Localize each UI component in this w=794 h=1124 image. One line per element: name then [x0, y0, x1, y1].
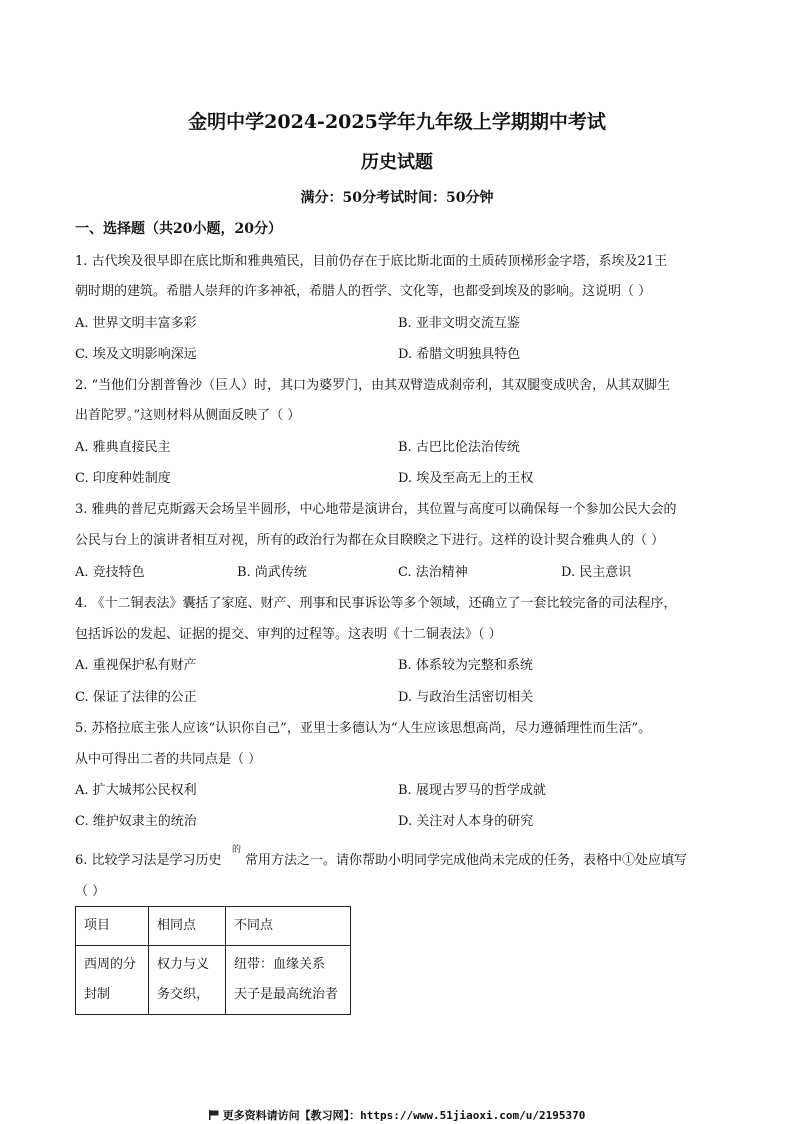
- table-header-row: [76, 907, 351, 946]
- q5-option-a: A. 扩大城邦公民权利: [75, 783, 197, 798]
- table-cell: 西周的分封制: [76, 946, 149, 1015]
- q5-option-b: B. 展现古罗马的哲学成就: [398, 783, 546, 798]
- footer-link[interactable]: 更多资料请访问【教习网】：https://www.51jiaoxi.com/u/2195370: [222, 1109, 586, 1122]
- section-heading: 一、选择题（共20小题，20分）: [75, 221, 282, 237]
- q5-option-c: C. 维护奴隶主的统治: [75, 814, 197, 829]
- flag-icon: [209, 1110, 219, 1120]
- q1-option-b: B. 亚非文明交流互鉴: [398, 316, 520, 331]
- q4-line2: 包括诉讼的发起、证据的提交、审判的过程等。这表明《十二铜表法》（ ）: [75, 627, 502, 642]
- q1-line2: 朝时期的建筑。希腊人崇拜的许多神祇，希腊人的哲学、文化等，也都受到埃及的影响。这说明（ ）: [75, 284, 652, 299]
- q1-option-d: D. 希腊文明独具特色: [398, 347, 521, 362]
- q6-superscript-char: 的: [232, 845, 242, 855]
- comparison-table: [75, 906, 351, 1015]
- q3-option-b: B. 尚武传统: [237, 565, 307, 580]
- table-header-cell: 不同点: [226, 907, 351, 946]
- q4-option-b: B. 体系较为完整和系统: [398, 658, 533, 673]
- exam-title: 金明中学2024-2025学年九年级上学期期中考试: [188, 111, 606, 133]
- q2-option-c: C. 印度种姓制度: [75, 471, 171, 486]
- q1-option-c: C. 埃及文明影响深远: [75, 347, 197, 362]
- table-header-cell: 项目: [76, 907, 149, 946]
- q2-line1: 2. “当他们分割普鲁沙（巨人）时，其口为婆罗门，由其双臂造成刹帝利，其双腿变成吠舍，从其双脚生: [75, 378, 671, 393]
- q6-line2: （ ）: [75, 884, 106, 899]
- q5-line2: 从中可得出二者的共同点是（ ）: [75, 752, 262, 767]
- exam-subtitle: 历史试题: [361, 152, 433, 173]
- q2-option-b: B. 古巴比伦法治传统: [398, 440, 520, 455]
- q2-option-a: A. 雅典直接民主: [75, 440, 171, 455]
- q4-option-a: A. 重视保护私有财产: [75, 658, 197, 673]
- q3-line1: 3. 雅典的普尼克斯露天会场呈半圆形，中心地带是演讲台，其位置与高度可以确保每一个参加公民大会的: [75, 502, 677, 517]
- q6-line1-end: 常用方法之一。请你帮助小明同学完成他尚未完成的任务，表格中①处应填写: [245, 853, 688, 868]
- footer: [0, 1107, 794, 1123]
- q6-line1-start: 6. 比较学习法是学习历史: [75, 853, 222, 868]
- table-cell-line: 纽带：血缘关系: [234, 957, 326, 972]
- q4-line1: 4. 《十二铜表法》囊括了家庭、财产、刑事和民事诉讼等多个领域，还确立了一套比较完备的司法程序，: [75, 596, 677, 611]
- q2-line2: 出首陀罗。”这则材料从侧面反映了（ ）: [75, 408, 301, 423]
- q3-option-c: C. 法治精神: [398, 565, 468, 580]
- q1-line1: 1. 古代埃及很早即在底比斯和雅典殖民，目前仍存在于底比斯北面的土质砖顶梯形金字塔，系埃及21王: [75, 254, 668, 269]
- q1-option-a: A. 世界文明丰富多彩: [75, 316, 197, 331]
- table-cell: [226, 946, 351, 1015]
- q3-option-d: D. 民主意识: [561, 565, 632, 580]
- exam-info: 满分：50分考试时间：50分钟: [300, 190, 494, 206]
- q4-option-c: C. 保证了法律的公正: [75, 690, 197, 705]
- table-header-cell: 相同点: [149, 907, 226, 946]
- table-cell: 权力与义务交织，: [149, 946, 226, 1015]
- q3-line2: 公民与台上的演讲者相互对视，所有的政治行为都在众目睽睽之下进行。这样的设计契合雅典人的（ ）: [75, 533, 665, 548]
- q4-option-d: D. 与政治生活密切相关: [398, 690, 534, 705]
- q5-option-d: D. 关注对人本身的研究: [398, 814, 534, 829]
- q3-option-a: A. 竞技特色: [75, 565, 145, 580]
- table-row: [76, 946, 351, 1015]
- table-cell-line: 天子是最高统治者: [234, 987, 339, 1002]
- q5-line1: 5. 苏格拉底主张人应该“认识你自己”，亚里士多德认为“人生应该思想高尚，尽力遵循理性而生活”。: [75, 721, 652, 736]
- q2-option-d: D. 埃及至高无上的王权: [398, 471, 534, 486]
